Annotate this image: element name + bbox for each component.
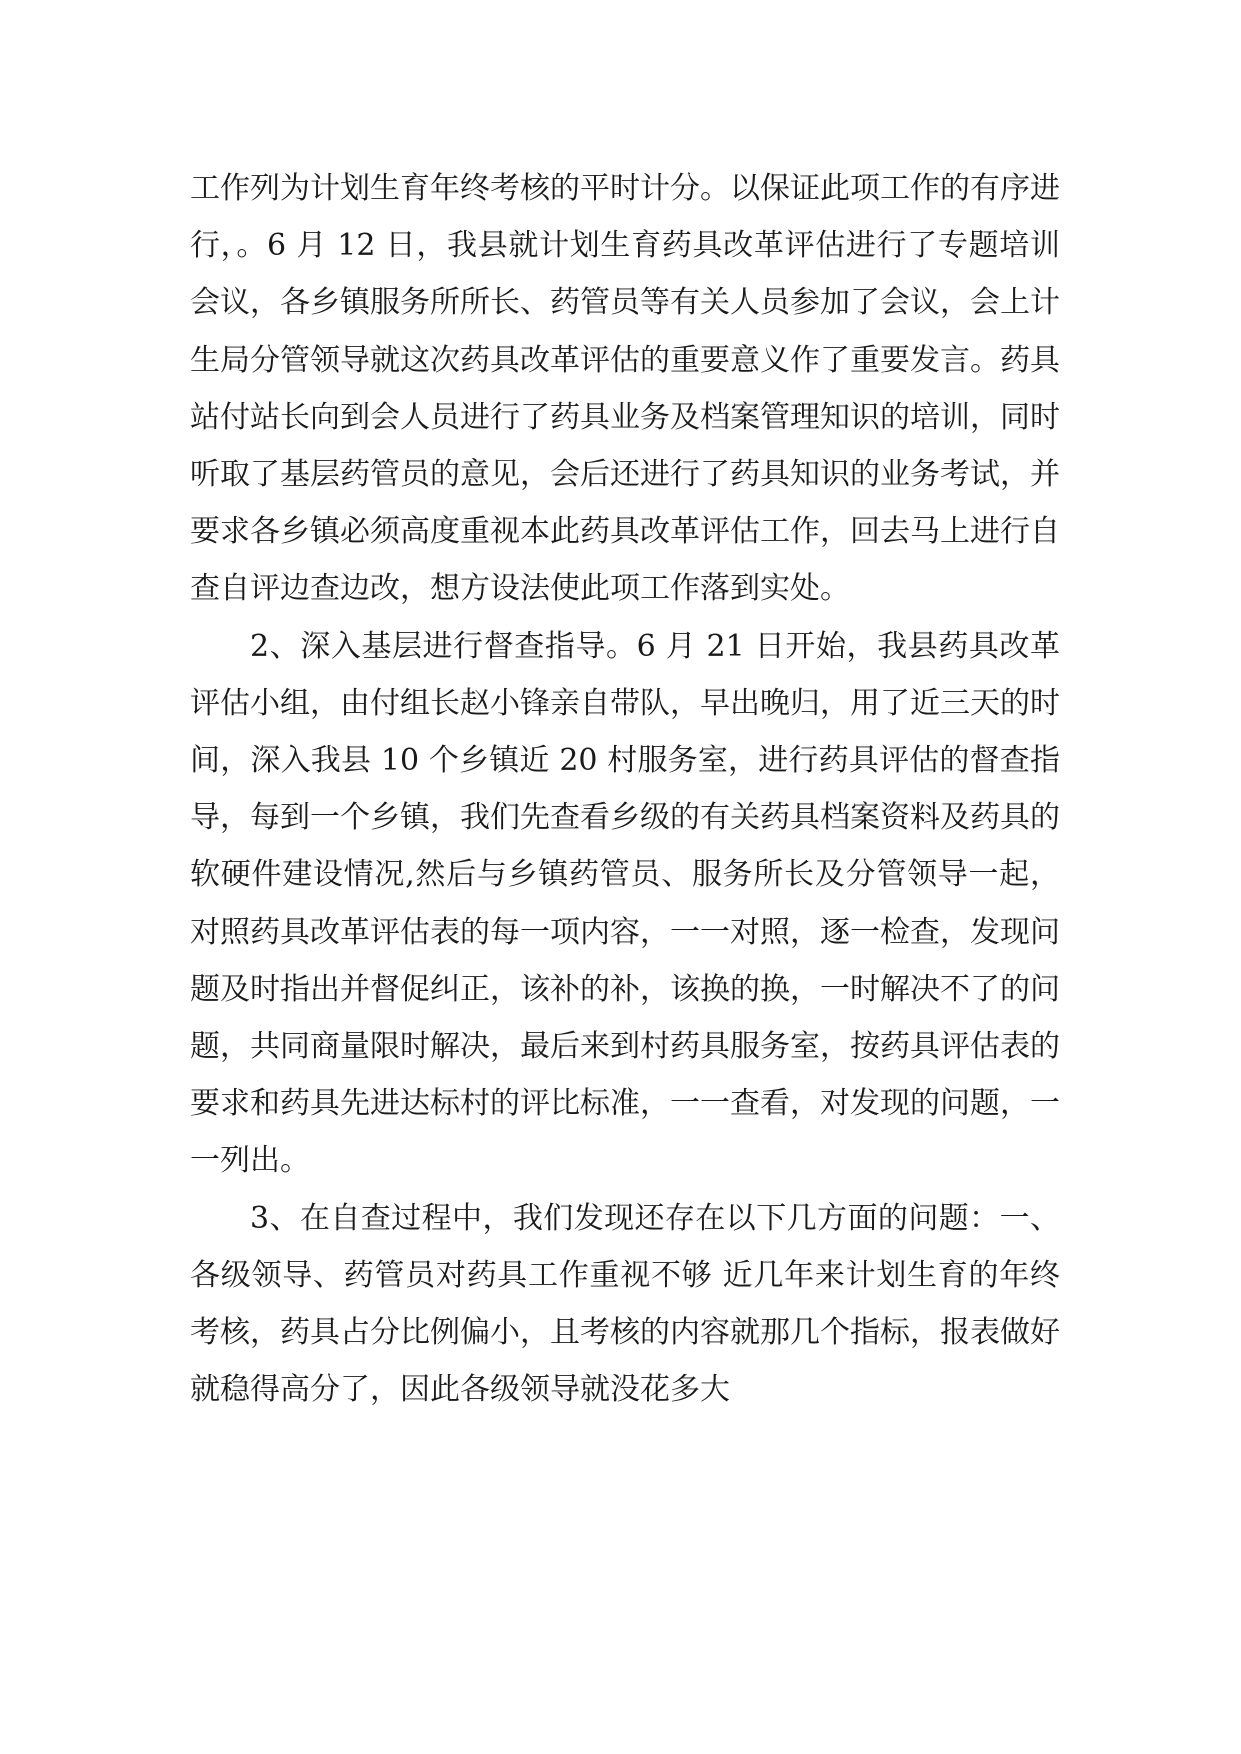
paragraph-3: 3、在自查过程中，我们发现还存在以下几方面的问题：一、各级领导、药管员对药具工作重视不够 近几年来计划生育的年终考核，药具占分比例偏小，且考核的内容就那几个指标，报表做好就稳得高分了，因此各级领导就没花多大: [190, 1200, 1060, 1408]
document-body: [190, 160, 1060, 1418]
paragraph-2: 2、深入基层进行督查指导。6 月 21 日开始，我县药具改革评估小组，由付组长赵小锋亲自带队，早出晚归，用了近三天的时间，深入我县 10 个乡镇近 20 村服务室，进行药具评估的督查指导，每到一个乡镇，我们先查看乡级的有关药具档案资料及药具的软硬件建设情况,然后与乡镇药管员、服务所长及分管领导一起，对照药具改革评估表的每一项内容，一一对照，逐一检查，发现问题及时指出并督促纠正，该补的补，该换的换，一时解决不了的问题，共同商量限时解决，最后来到村药具服务室，按药具评估表的要求和药具先进达标村的评比标准，一一查看，对发现的问题，一一列出。: [190, 628, 1060, 1179]
paragraph-1: 工作列为计划生育年终考核的平时计分。以保证此项工作的有序进行，。6 月 12 日，我县就计划生育药具改革评估进行了专题培训会议，各乡镇服务所所长、药管员等有关人员参加了会议，会上计生局分管领导就这次药具改革评估的重要意义作了重要发言。药具站付站长向到会人员进行了药具业务及档案管理知识的培训，同时听取了基层药管员的意见，会后还进行了药具知识的业务考试，并要求各乡镇必须高度重视本此药具改革评估工作，回去马上进行自查自评边查边改，想方设法使此项工作落到实处。: [190, 171, 1060, 607]
